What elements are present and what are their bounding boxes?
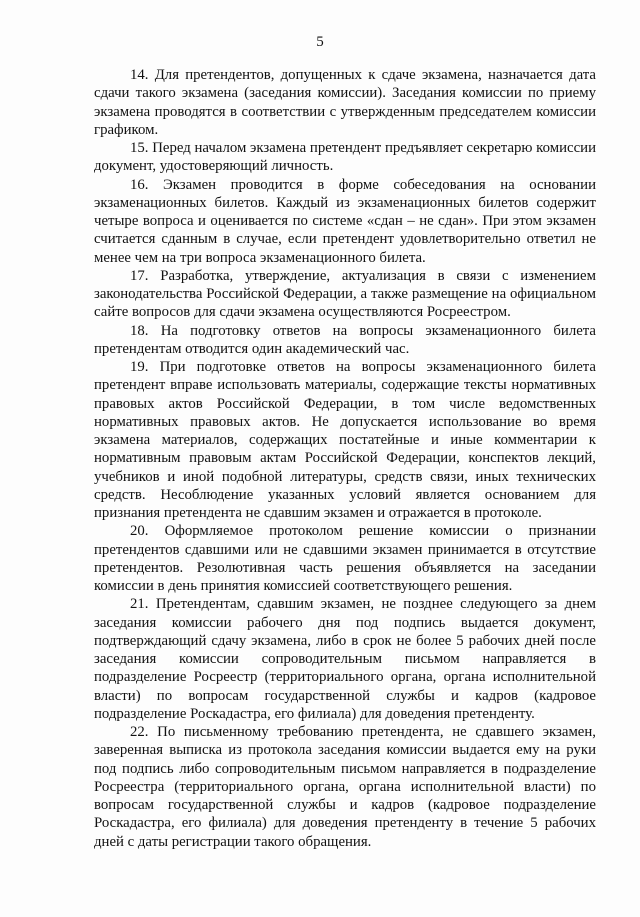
paragraph-18: 18. На подготовку ответов на вопросы экзаменационного билета претендентам отводится один академический час. (94, 322, 596, 357)
paragraph-14: 14. Для претендентов, допущенных к сдаче экзамена, назначается дата сдачи такого экзамена (заседания комиссии). Заседания комиссии по приему экзамена проводятся в соответствии с утвержденным председателем комиссии графиком. (94, 67, 596, 138)
document-body (94, 66, 596, 851)
paragraph-17: 17. Разработка, утверждение, актуализация в связи с изменением законодательства Российской Федерации, а также размещение на официальном сайте вопросов для сдачи экзамена осуществляются Росреестром. (94, 267, 596, 321)
paragraph-19: 19. При подготовке ответов на вопросы экзаменационного билета претендент вправе использовать материалы, содержащие тексты нормативных правовых актов Российской Федерации, в том числе ведомственных нормативных правовых актов. Не допускается использование во время экзамена материалов, содержащих постатейные и иные комментарии к нормативным правовым актам Российской Федерации, конспектов лекций, учебников и иной подобной литературы, средств связи, иных технических средств. Несоблюдение указанных условий является основанием для признания претендента не сдавшим экзамен и отражается в протоколе. (94, 359, 596, 521)
page-number: 5 (316, 34, 324, 50)
paragraph-22: 22. По письменному требованию претендента, не сдавшего экзамен, заверенная выписка из протокола заседания комиссии выдается ему на руки под подпись либо сопроводительным письмом направляется в подразделение Росреестра (территориального органа, органа исполнительной власти) по вопросам государственной службы и кадров (кадровое подразделение Роскадастра, его филиала) для доведения претенденту в течение 5 рабочих дней с даты регистрации такого обращения. (94, 724, 596, 850)
paragraph-15: 15. Перед началом экзамена претендент предъявляет секретарю комиссии документ, удостоверяющий личность. (94, 140, 596, 175)
paragraph-21: 21. Претендентам, сдавшим экзамен, не позднее следующего за днем заседания комиссии рабочего дня под подпись выдается документ, подтверждающий сдачу экзамена, либо в срок не более 5 рабочих дней после заседания комиссии сопроводительным письмом направляется в подразделение Росреестр (территориального органа, органа исполнительной власти) по вопросам государственной службы и кадров (кадровое подразделение Роскадастра, его филиала) для доведения претенденту. (94, 596, 596, 722)
paragraph-16: 16. Экзамен проводится в форме собеседования на основании экзаменационных билетов. Каждый из экзаменационных билетов содержит четыре вопроса и оценивается по системе «сдан – не сдан». При этом экзамен считается сданным в случае, если претендент удовлетворительно ответил не менее чем на три вопроса экзаменационного билета. (94, 176, 596, 266)
paragraph-20: 20. Оформляемое протоколом решение комиссии о признании претендентов сдавшими или не сдавшими экзамен принимается в отсутствие претендентов. Резолютивная часть решения объявляется на заседании комиссии в день принятия комиссией соответствующего решения. (94, 523, 596, 594)
